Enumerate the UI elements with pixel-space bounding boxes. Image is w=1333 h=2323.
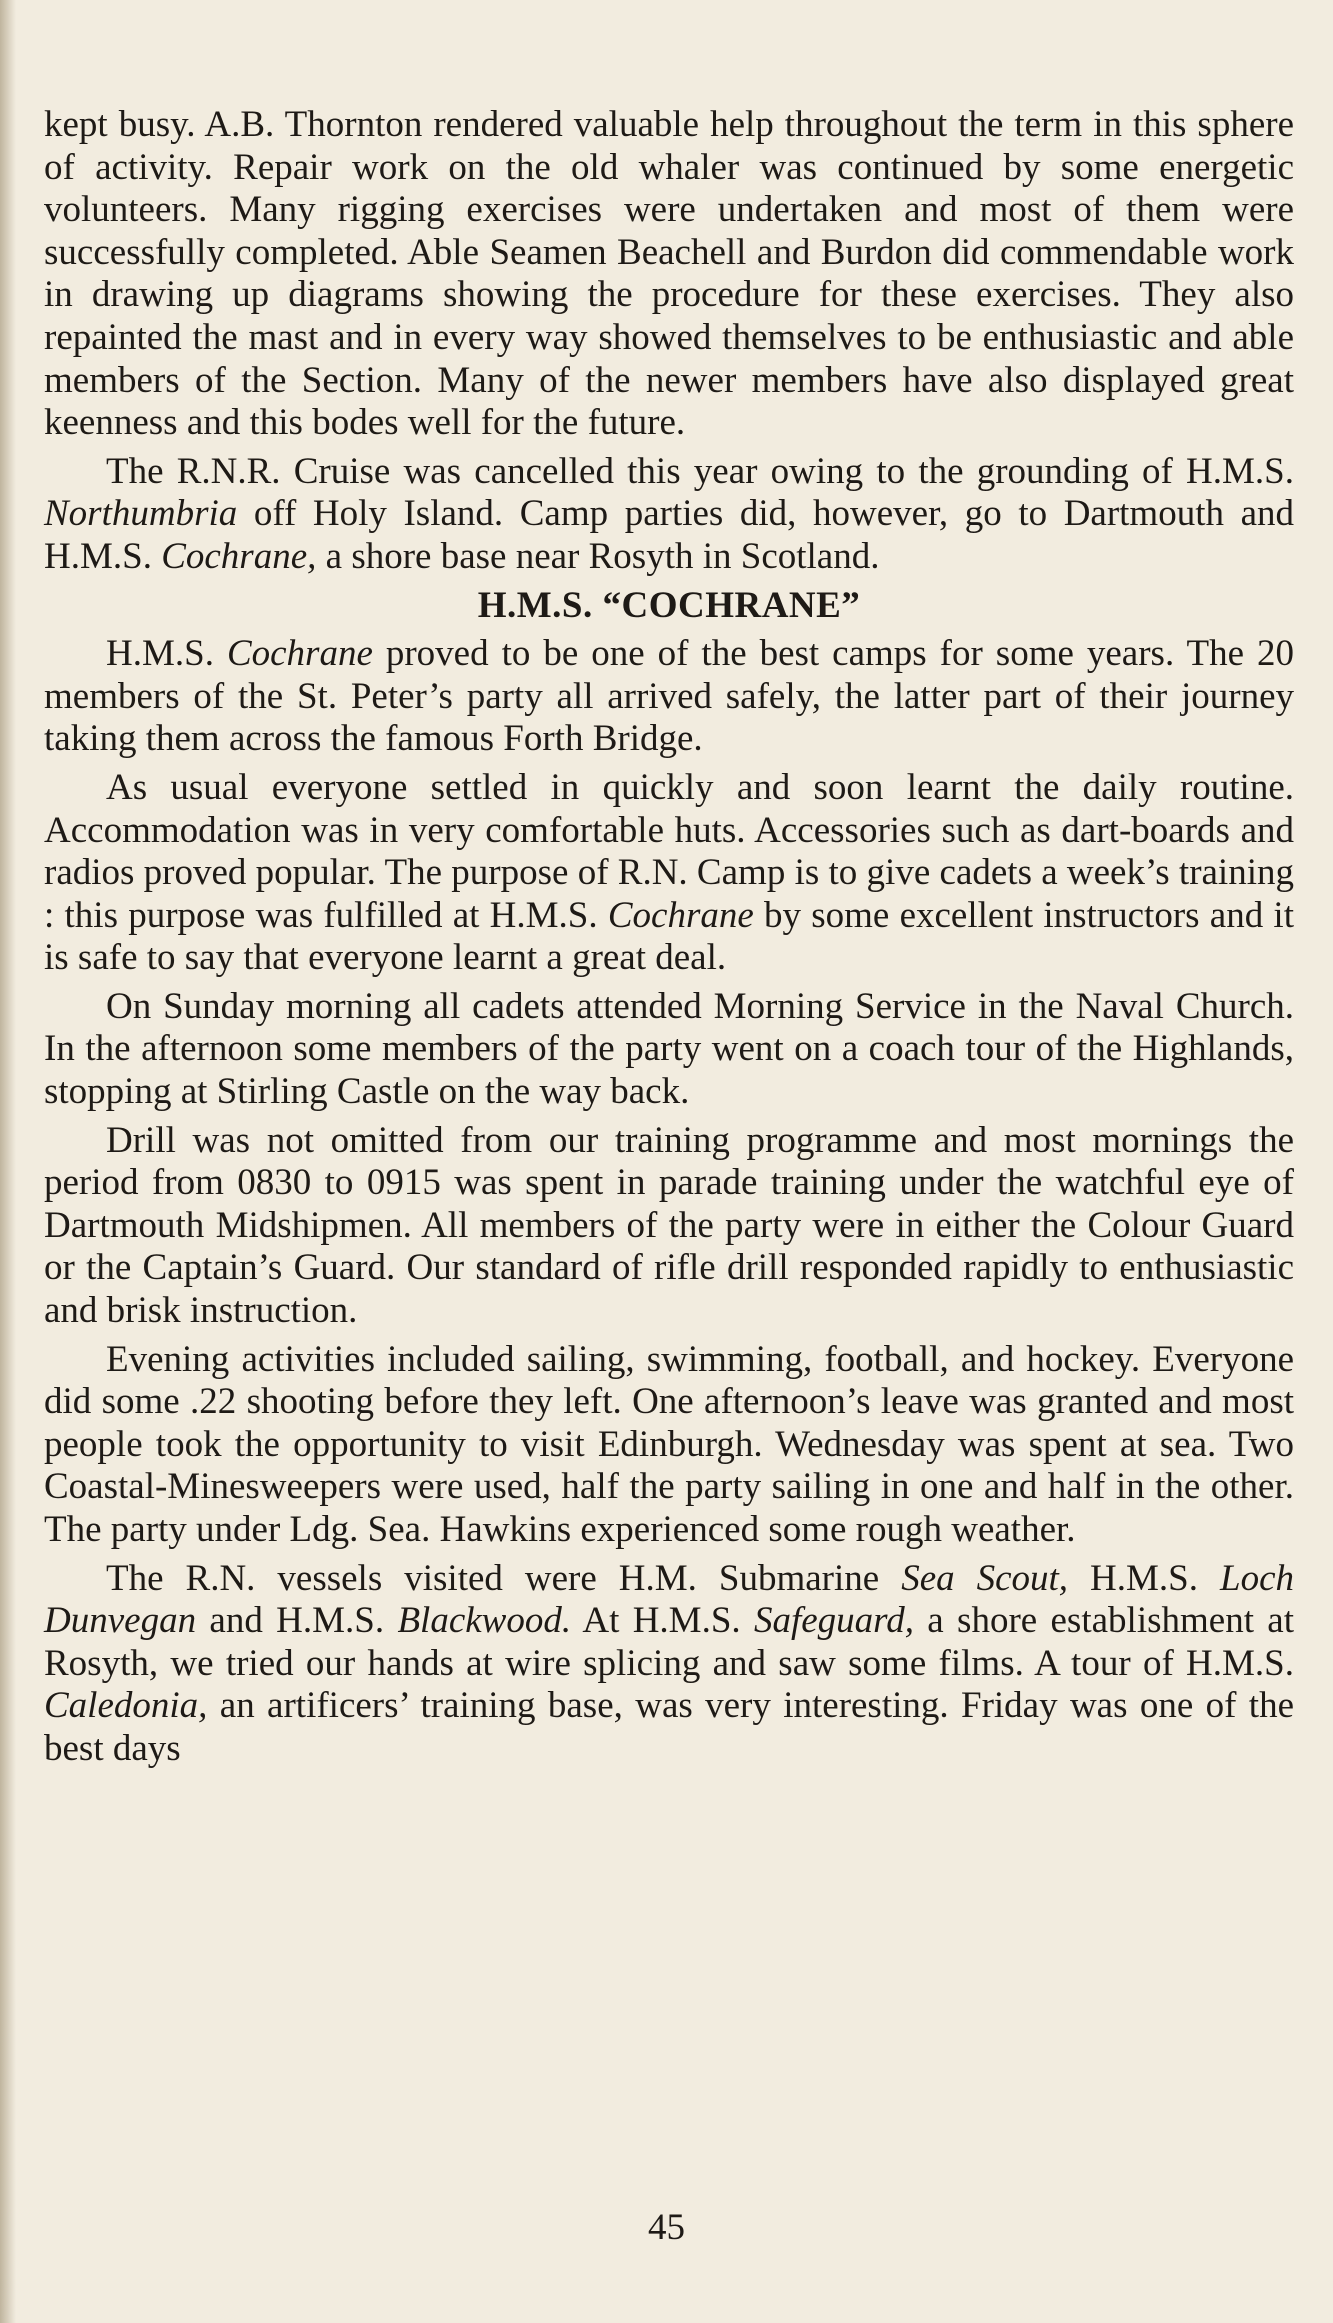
- paragraph-text: On Sunday morning all cadets attended Morning Service in the Naval Church. In the afternoon some members of the party went on a coach tour of the Highlands, stopping at Stirling Castle on the way back.: [44, 985, 1294, 1113]
- paragraph: [44, 104, 1294, 445]
- paragraph-text: Evening activities included sailing, swimming, football, and hockey. Everyone did some .22 shooting before they left. One afternoon’s leave was granted and most people took the opportunity to visit Edinburgh. Wednesday was spent at sea. Two Coastal-Minesweepers were used, half the party sailing in one and half in the other. The party under Ldg. Sea. Hawkins experienced some rough weather.: [44, 1338, 1294, 1550]
- section-heading: H.M.S. “COCHRANE”: [477, 584, 861, 626]
- italic-ship-name: Safeguard,: [753, 1600, 914, 1642]
- paragraph-text: At H.M.S.: [571, 1600, 754, 1642]
- page-body: [44, 104, 1294, 1777]
- paragraph-text: The R.N.R. Cruise was cancelled this year owing to the grounding of H.M.S.: [106, 450, 1294, 492]
- italic-ship-name: Cochrane: [607, 894, 754, 936]
- paragraph-text: an artificers’ training base, was very interesting. Friday was one of the best days: [44, 1685, 1294, 1769]
- paragraph: [44, 1120, 1294, 1333]
- paragraph-text: proved to be one of the best camps for some years. The 20 members of the St. Peter’s party all arrived safely, the latter part of their journey taking them across the famous Forth Bridge.: [44, 633, 1294, 760]
- paragraph-text: As usual everyone settled in quickly and soon learnt the daily routine. Accommodation was in very comfortable huts. Accessories such as dart-boards and radios proved popular. The purpose of R.N. Camp is to give cadets a week’s training : this purpose was fulfilled at H.M.S.: [44, 766, 1294, 936]
- paragraph: [44, 767, 1294, 980]
- paragraph: [44, 451, 1294, 579]
- italic-ship-name: Northumbria: [44, 493, 238, 535]
- paragraph-text: The R.N. vessels visited were H.M. Submarine: [106, 1557, 902, 1599]
- paragraph-text: off Holy Island. Camp parties did, however, go to Dartmouth and H.M.S.: [44, 493, 1294, 577]
- italic-ship-name: Sea Scout,: [901, 1557, 1069, 1599]
- italic-ship-name: Cochrane,: [161, 535, 317, 577]
- paragraph-text: Drill was not omitted from our training programme and most mornings the period from 0830 to 0915 was spent in parade training under the watchful eye of Dartmouth Midshipmen. All members of the party were in either the Colour Guard or the Captain’s Guard. Our standard of rifle drill responded rapidly to enthusiastic and brisk instruction.: [44, 1119, 1294, 1332]
- page-number: 45: [648, 2207, 685, 2248]
- bottom-paragraphs: [44, 633, 1294, 1770]
- paragraph-text: kept busy. A.B. Thornton rendered valuable help throughout the term in this sphere of activity. Repair work on the old whaler was continued by some energetic volunteers. Many rigging exercises were undertaken and most of them were successfully completed. Able Seamen Beachell and Burdon did commendable work in drawing up diagrams showing the procedure for these exercises. They also repainted the mast and in every way showed themselves to be enthusiastic and able members of the Section. Many of the newer members have also displayed great keenness and this bodes well for the future.: [44, 104, 1294, 444]
- paragraph-text: H.M.S.: [1068, 1557, 1220, 1599]
- paragraph-text: by some excellent instructors and it is safe to say that everyone learnt a great deal.: [44, 894, 1294, 979]
- paragraph: [44, 986, 1294, 1114]
- italic-ship-name: Loch Dunvegan: [44, 1557, 1294, 1642]
- paragraph: [44, 1339, 1294, 1552]
- paragraph-text: H.M.S.: [106, 633, 227, 675]
- page-spine-shadow: [0, 0, 16, 2323]
- paragraph-text: a shore base near Rosyth in Scotland.: [316, 535, 880, 577]
- top-paragraphs: [44, 104, 1294, 579]
- paragraph-text: a shore establishment at Rosyth, we tried our hands at wire splicing and saw some films. A tour of H.M.S.: [44, 1600, 1295, 1684]
- paragraph: [44, 633, 1294, 761]
- italic-ship-name: Blackwood.: [397, 1600, 572, 1642]
- paragraph: [44, 1558, 1294, 1771]
- paragraph-text: and H.M.S.: [196, 1600, 398, 1642]
- italic-ship-name: Caledonia,: [44, 1685, 208, 1727]
- italic-ship-name: Cochrane: [226, 633, 373, 675]
